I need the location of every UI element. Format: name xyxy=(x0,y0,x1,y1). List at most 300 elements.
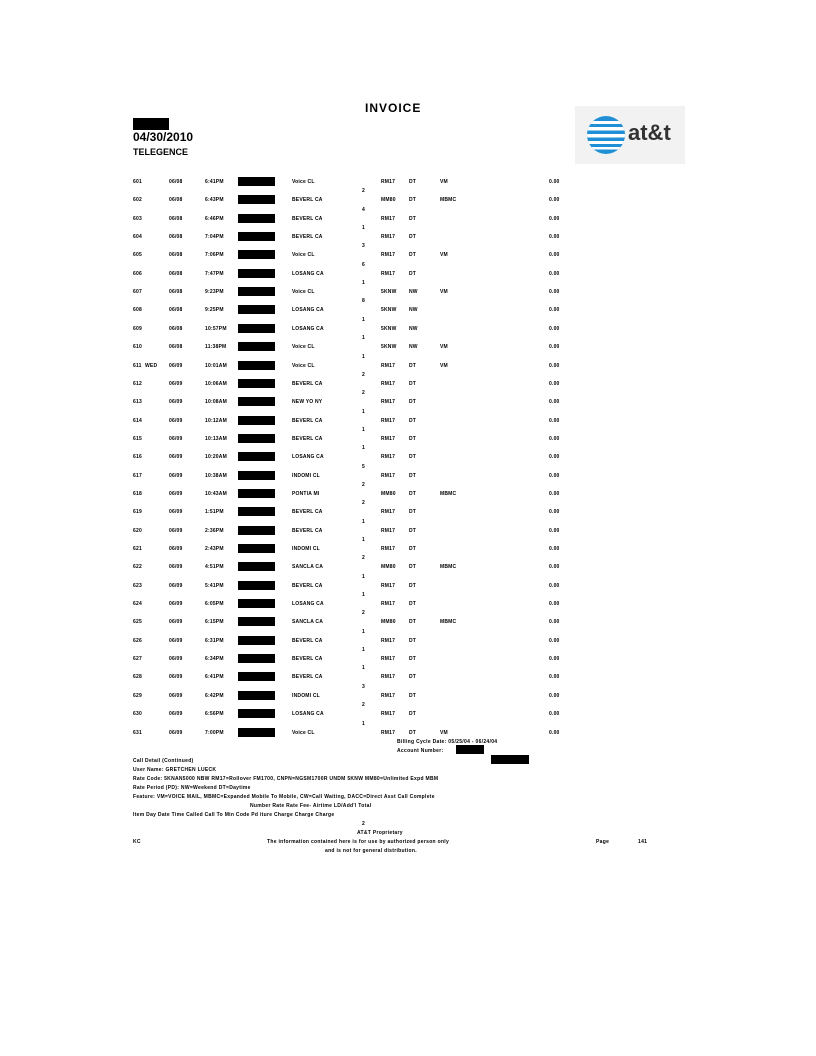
cell-charge: 0.00 xyxy=(549,435,560,442)
cell-item: 627 xyxy=(133,656,142,663)
cell-charge: 0.00 xyxy=(549,197,560,204)
minutes: 2 xyxy=(362,555,365,562)
cell-location: LOSANG CA xyxy=(292,711,324,718)
cell-item: 618 xyxy=(133,490,142,497)
cell-item: 621 xyxy=(133,546,142,552)
cell-time: 5:41PM xyxy=(205,582,224,589)
cell-period: DT xyxy=(409,215,417,222)
cell-item: 620 xyxy=(133,527,142,534)
cell-date: 06/09 xyxy=(169,362,183,369)
cell-time: 10:43AM xyxy=(205,490,227,497)
cell-location: BEVERL CA xyxy=(292,637,323,644)
cell-period: DT xyxy=(409,582,417,589)
cell-charge: 0.00 xyxy=(549,234,560,241)
cell-charge: 0.00 xyxy=(549,656,560,663)
cell-charge: 0.00 xyxy=(549,582,560,589)
redacted-number xyxy=(238,672,275,681)
redacted-number xyxy=(238,636,275,645)
cell-time: 10:13AM xyxy=(205,435,227,442)
redacted-number xyxy=(238,709,275,718)
cell-item: 616 xyxy=(133,454,142,461)
minutes: 1 xyxy=(362,408,365,415)
redacted-number xyxy=(238,269,275,278)
cell-charge: 0.00 xyxy=(549,509,560,516)
cell-time: 2:36PM xyxy=(205,527,224,534)
cell-time: 7:06PM xyxy=(205,252,224,259)
cell-date: 06/08 xyxy=(169,325,183,332)
cell-feature: VM xyxy=(440,252,448,259)
minutes: 3 xyxy=(362,683,365,690)
redacted-number xyxy=(238,544,275,553)
cell-charge: 0.00 xyxy=(549,527,560,534)
cell-date: 06/09 xyxy=(169,509,183,516)
cell-rate: 5KNW xyxy=(381,325,397,332)
cell-date: 06/09 xyxy=(169,729,183,736)
cell-date: 06/09 xyxy=(169,435,183,442)
minutes: 1 xyxy=(362,225,365,232)
cell-charge: 0.00 xyxy=(549,546,560,552)
cell-date: 06/08 xyxy=(169,234,183,241)
cell-location: INDOMI CL xyxy=(292,692,320,699)
redacted-account-number xyxy=(456,745,484,754)
cell-date: 06/08 xyxy=(169,197,183,204)
cell-rate: RM17 xyxy=(381,454,396,461)
cell-charge: 0.00 xyxy=(549,179,560,185)
cell-item: 617 xyxy=(133,472,142,479)
cell-period: DT xyxy=(409,711,417,718)
cell-time: 10:08AM xyxy=(205,399,227,406)
cell-date: 06/08 xyxy=(169,215,183,222)
cell-rate: RM17 xyxy=(381,435,396,442)
cell-period: DT xyxy=(409,564,417,571)
cell-charge: 0.00 xyxy=(549,637,560,644)
redacted-number xyxy=(238,562,275,571)
cell-feature: VM xyxy=(440,179,448,185)
cell-rate: MM80 xyxy=(381,619,396,626)
feature-legend: Feature: VM=VOICE MAIL, MBMC=Expanded Mobile To Mobile, CW=Call Waiting, DACC=Direct Asst Call Complete xyxy=(133,794,435,800)
cell-location: INDOMI CL xyxy=(292,546,320,552)
redacted-number xyxy=(238,324,275,333)
redacted-number xyxy=(238,195,275,204)
cell-feature: VM xyxy=(440,344,448,351)
cell-location: BEVERL CA xyxy=(292,656,323,663)
cell-rate: RM17 xyxy=(381,270,396,277)
minutes: 2 xyxy=(362,500,365,507)
cell-charge: 0.00 xyxy=(549,454,560,461)
info-line-1: The information contained here is for use by authorized person only xyxy=(267,839,450,845)
cell-period: DT xyxy=(409,619,417,626)
cell-time: 10:20AM xyxy=(205,454,227,461)
cell-period: DT xyxy=(409,729,417,736)
cell-rate: MM80 xyxy=(381,197,396,204)
cell-rate: RM17 xyxy=(381,582,396,589)
cell-period: DT xyxy=(409,509,417,516)
cell-location: LOSANG CA xyxy=(292,601,324,608)
redacted-number xyxy=(238,305,275,314)
cell-period: DT xyxy=(409,601,417,608)
att-logo xyxy=(575,106,685,164)
kc-label: KC xyxy=(133,839,141,845)
cell-rate: RM17 xyxy=(381,417,396,424)
cell-date: 06/09 xyxy=(169,527,183,534)
cell-location: INDOMI CL xyxy=(292,472,320,479)
redacted-number xyxy=(238,471,275,480)
cell-item: 625 xyxy=(133,619,142,626)
cell-rate: RM17 xyxy=(381,637,396,644)
cell-item: 605 xyxy=(133,252,142,259)
cell-time: 7:00PM xyxy=(205,729,224,736)
cell-period: DT xyxy=(409,656,417,663)
cell-charge: 0.00 xyxy=(549,289,560,296)
redacted-number xyxy=(238,416,275,425)
cell-period: DT xyxy=(409,417,417,424)
cell-item: 630 xyxy=(133,711,142,718)
cell-item: 609 xyxy=(133,325,142,332)
cell-location: BEVERL CA xyxy=(292,674,323,681)
cell-location: LOSANG CA xyxy=(292,270,324,277)
redacted-block xyxy=(491,755,529,764)
cell-item: 614 xyxy=(133,417,142,424)
cell-charge: 0.00 xyxy=(549,270,560,277)
company-name: TELEGENCE xyxy=(133,147,189,157)
redacted-number xyxy=(238,581,275,590)
cell-period: DT xyxy=(409,380,417,387)
globe-icon xyxy=(585,114,627,156)
cell-period: DT xyxy=(409,197,417,204)
minutes: 1 xyxy=(362,647,365,654)
proprietary-notice: AT&T Proprietary xyxy=(357,830,403,836)
cell-item: 624 xyxy=(133,601,142,608)
redacted-number xyxy=(238,728,275,737)
invoice-title: INVOICE xyxy=(365,101,422,115)
cell-period: DT xyxy=(409,490,417,497)
cell-rate: MM80 xyxy=(381,490,396,497)
cell-rate: RM17 xyxy=(381,179,396,185)
account-number-label: Account Number: xyxy=(397,748,444,754)
cell-rate: RM17 xyxy=(381,711,396,718)
cell-charge: 0.00 xyxy=(549,692,560,699)
cell-rate: RM17 xyxy=(381,546,396,552)
cell-charge: 0.00 xyxy=(549,619,560,626)
cell-rate: RM17 xyxy=(381,509,396,516)
cell-charge: 0.00 xyxy=(549,472,560,479)
cell-date: 06/09 xyxy=(169,380,183,387)
cell-item: 626 xyxy=(133,637,142,644)
cell-time: 6:43PM xyxy=(205,197,224,204)
cell-item: 608 xyxy=(133,307,142,314)
cell-date: 06/09 xyxy=(169,472,183,479)
cell-rate: RM17 xyxy=(381,729,396,736)
cell-rate: 5KNW xyxy=(381,289,397,296)
cell-date: 06/09 xyxy=(169,711,183,718)
cell-time: 6:46PM xyxy=(205,215,224,222)
cell-charge: 0.00 xyxy=(549,344,560,351)
cell-location: BEVERL CA xyxy=(292,509,323,516)
info-line-2: and is not for general distribution. xyxy=(325,848,417,854)
redacted-number xyxy=(238,232,275,241)
redacted-number xyxy=(238,617,275,626)
minutes: 1 xyxy=(362,628,365,635)
cell-period: NW xyxy=(409,344,418,351)
cell-location: Voice CL xyxy=(292,289,315,296)
cell-rate: RM17 xyxy=(381,380,396,387)
cell-time: 7:47PM xyxy=(205,270,224,277)
cell-item: 628 xyxy=(133,674,142,681)
cell-charge: 0.00 xyxy=(549,729,560,736)
redacted-number xyxy=(238,489,275,498)
minutes: 2 xyxy=(362,371,365,378)
minutes: 1 xyxy=(362,573,365,580)
cell-charge: 0.00 xyxy=(549,417,560,424)
cell-period: DT xyxy=(409,234,417,241)
cell-location: BEVERL CA xyxy=(292,527,323,534)
minutes: 1 xyxy=(362,665,365,672)
minutes: 1 xyxy=(362,518,365,525)
cell-location: SANCLA CA xyxy=(292,619,324,626)
cell-rate: RM17 xyxy=(381,234,396,241)
cell-location: SANCLA CA xyxy=(292,564,324,571)
cell-period: DT xyxy=(409,674,417,681)
minutes: 1 xyxy=(362,316,365,323)
cell-location: BEVERL CA xyxy=(292,197,323,204)
cell-location: BEVERL CA xyxy=(292,215,323,222)
cell-rate: RM17 xyxy=(381,601,396,608)
column-header-line1: Number Rate Rate Fee- Airtime LD/Add'l Total xyxy=(250,803,372,809)
cell-charge: 0.00 xyxy=(549,215,560,222)
cell-period: DT xyxy=(409,527,417,534)
minutes: 5 xyxy=(362,463,365,470)
cell-item: 612 xyxy=(133,380,142,387)
cell-rate: RM17 xyxy=(381,399,396,406)
minutes: 1 xyxy=(362,537,365,543)
minutes: 1 xyxy=(362,592,365,599)
cell-item: 615 xyxy=(133,435,142,442)
redacted-number xyxy=(238,599,275,608)
cell-period: NW xyxy=(409,307,418,314)
cell-item: 613 xyxy=(133,399,142,406)
redacted-number xyxy=(238,452,275,461)
cell-item: 619 xyxy=(133,509,142,516)
cell-date: 06/09 xyxy=(169,619,183,626)
cell-item: 601 xyxy=(133,179,142,185)
cell-time: 10:06AM xyxy=(205,380,227,387)
cell-time: 6:56PM xyxy=(205,711,224,718)
cell-rate: MM80 xyxy=(381,564,396,571)
minutes: 1 xyxy=(362,720,365,727)
billing-cycle: Billing Cycle Date: 05/25/04 - 06/24/04 xyxy=(397,739,498,745)
cell-rate: RM17 xyxy=(381,674,396,681)
cell-location: BEVERL CA xyxy=(292,234,323,241)
cell-charge: 0.00 xyxy=(549,564,560,571)
cell-period: DT xyxy=(409,637,417,644)
cell-charge: 0.00 xyxy=(549,362,560,369)
cell-location: BEVERL CA xyxy=(292,417,323,424)
cell-period: DT xyxy=(409,454,417,461)
cell-date: 06/08 xyxy=(169,179,183,185)
cell-location: LOSANG CA xyxy=(292,454,324,461)
minutes: 8 xyxy=(362,298,365,305)
cell-time: 2:43PM xyxy=(205,546,224,552)
cell-period: DT xyxy=(409,362,417,369)
cell-charge: 0.00 xyxy=(549,674,560,681)
cell-period: DT xyxy=(409,399,417,406)
redacted-number xyxy=(238,434,275,443)
cell-time: 6:34PM xyxy=(205,656,224,663)
invoice-date: 04/30/2010 xyxy=(133,130,194,144)
cell-item: 631 xyxy=(133,729,142,736)
cell-rate: RM17 xyxy=(381,215,396,222)
cell-location: Voice CL xyxy=(292,252,315,259)
cell-time: 6:41PM xyxy=(205,674,224,681)
cell-time: 6:05PM xyxy=(205,601,224,608)
cell-rate: RM17 xyxy=(381,472,396,479)
cell-item: 603 xyxy=(133,215,142,222)
cell-item: 622 xyxy=(133,564,142,571)
cell-time: 11:38PM xyxy=(205,344,227,351)
cell-date: 06/09 xyxy=(169,564,183,571)
cell-rate: RM17 xyxy=(381,692,396,699)
cell-item: 610 xyxy=(133,344,142,351)
cell-period: NW xyxy=(409,325,418,332)
cell-date: 06/09 xyxy=(169,692,183,699)
cell-location: BEVERL CA xyxy=(292,582,323,589)
cell-period: DT xyxy=(409,270,417,277)
cell-item: 606 xyxy=(133,270,142,277)
redacted-account-name xyxy=(133,118,169,130)
minutes: 2 xyxy=(362,610,365,617)
cell-rate: 5KNW xyxy=(381,307,397,314)
cell-date: 06/08 xyxy=(169,270,183,277)
cell-location: BEVERL CA xyxy=(292,435,323,442)
cell-time: 6:42PM xyxy=(205,692,224,699)
cell-charge: 0.00 xyxy=(549,399,560,406)
cell-time: 10:12AM xyxy=(205,417,227,424)
minutes: 1 xyxy=(362,445,365,452)
redacted-number xyxy=(238,691,275,700)
cell-date: 06/09 xyxy=(169,601,183,608)
cell-charge: 0.00 xyxy=(549,307,560,314)
cell-time: 6:31PM xyxy=(205,637,224,644)
cell-rate: RM17 xyxy=(381,656,396,663)
minutes: 1 xyxy=(362,280,365,287)
cell-rate: RM17 xyxy=(381,252,396,259)
minutes: 6 xyxy=(362,261,365,268)
min-number: 2 xyxy=(362,821,366,827)
cell-time: 4:51PM xyxy=(205,564,224,571)
redacted-number xyxy=(238,177,275,186)
cell-charge: 0.00 xyxy=(549,252,560,259)
cell-rate: 5KNW xyxy=(381,344,397,351)
cell-location: LOSANG CA xyxy=(292,307,324,314)
att-wordmark: at&t xyxy=(628,120,671,145)
minutes: 1 xyxy=(362,426,365,433)
cell-time: 10:38AM xyxy=(205,472,227,479)
cell-period: DT xyxy=(409,546,417,552)
cell-location: Voice CL xyxy=(292,179,315,185)
cell-date: 06/09 xyxy=(169,637,183,644)
minutes: 4 xyxy=(362,206,365,213)
cell-date: 06/08 xyxy=(169,252,183,259)
cell-date: 06/09 xyxy=(169,656,183,663)
cell-charge: 0.00 xyxy=(549,325,560,332)
cell-date: 06/09 xyxy=(169,674,183,681)
cell-time: 9:23PM xyxy=(205,289,224,296)
cell-time: 9:25PM xyxy=(205,307,224,314)
page-label: Page xyxy=(596,839,610,845)
cell-location: Voice CL xyxy=(292,729,315,736)
cell-time: 10:01AM xyxy=(205,362,227,369)
cell-location: PONTIA MI xyxy=(292,490,320,497)
redacted-number xyxy=(238,250,275,259)
call-detail-heading: Call Detail (Continued) xyxy=(133,758,194,764)
cell-feature: VM xyxy=(440,362,448,369)
cell-period: DT xyxy=(409,435,417,442)
cell-time: 10:57PM xyxy=(205,325,227,332)
rate-code: Rate Code: 5KNAN5000 NBW RM17=Rollover FM1700, CNPN=NGSM1700R UNDM 5KNW MM80=Unlimited Expd MBM xyxy=(133,776,439,782)
cell-location: LOSANG CA xyxy=(292,325,324,332)
cell-feature: MBMC xyxy=(440,197,457,204)
redacted-number xyxy=(238,342,275,351)
cell-date: 06/09 xyxy=(169,454,183,461)
cell-charge: 0.00 xyxy=(549,601,560,608)
cell-date: 06/09 xyxy=(169,546,183,552)
cell-charge: 0.00 xyxy=(549,490,560,497)
cell-period: DT xyxy=(409,179,417,185)
cell-item: 623 xyxy=(133,582,142,589)
cell-location: Voice CL xyxy=(292,344,315,351)
cell-feature: MBMC xyxy=(440,619,457,626)
cell-location: NEW YO NY xyxy=(292,399,323,406)
cell-rate: RM17 xyxy=(381,362,396,369)
cell-period: DT xyxy=(409,252,417,259)
cell-rate: RM17 xyxy=(381,527,396,534)
page-number: 141 xyxy=(638,839,648,845)
cell-location: Voice CL xyxy=(292,362,315,369)
cell-period: NW xyxy=(409,289,418,296)
minutes: 1 xyxy=(362,335,365,342)
minutes: 3 xyxy=(362,243,365,250)
cell-date: 06/09 xyxy=(169,490,183,497)
cell-item: 604 xyxy=(133,234,142,241)
redacted-number xyxy=(238,287,275,296)
cell-feature: VM xyxy=(440,729,448,736)
minutes: 2 xyxy=(362,188,365,195)
user-name: User Name: GRETCHEN LUECK xyxy=(133,767,217,773)
cell-item: 602 xyxy=(133,197,142,204)
redacted-number xyxy=(238,397,275,406)
minutes: 1 xyxy=(362,353,365,360)
cell-location: BEVERL CA xyxy=(292,380,323,387)
cell-date: 06/09 xyxy=(169,582,183,589)
cell-day: WED xyxy=(145,362,158,369)
cell-time: 6:15PM xyxy=(205,619,224,626)
minutes: 2 xyxy=(362,702,365,709)
cell-item: 611 xyxy=(133,362,142,369)
cell-date: 06/09 xyxy=(169,399,183,406)
cell-charge: 0.00 xyxy=(549,380,560,387)
redacted-number xyxy=(238,507,275,516)
minutes: 2 xyxy=(362,481,365,488)
cell-date: 06/09 xyxy=(169,417,183,424)
redacted-number xyxy=(238,379,275,388)
rate-period: Rate Period (PD): NW=Weekend DT=Daytime xyxy=(133,785,251,791)
cell-charge: 0.00 xyxy=(549,711,560,718)
column-header-line2: Item Day Date Time Called Call To Min Code Pd iture Charge Charge Charge xyxy=(133,812,335,818)
cell-item: 607 xyxy=(133,289,142,296)
cell-time: 6:41PM xyxy=(205,179,224,185)
minutes: 2 xyxy=(362,390,365,397)
cell-feature: MBMC xyxy=(440,490,457,497)
